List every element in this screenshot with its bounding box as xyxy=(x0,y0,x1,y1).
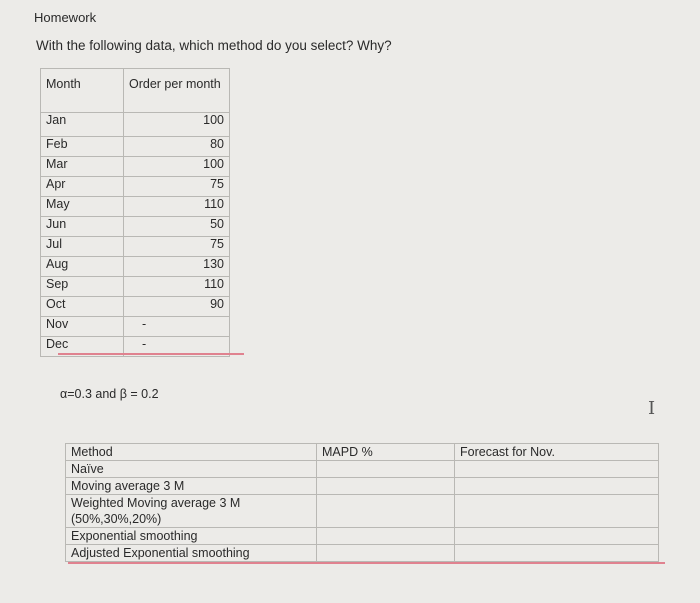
forecast-cell[interactable] xyxy=(455,545,659,562)
method-weights: (50%,30%,20%) xyxy=(71,512,162,526)
method-name: Adjusted Exponential smoothing xyxy=(66,545,317,562)
mapd-cell[interactable] xyxy=(317,545,455,562)
month-cell: May xyxy=(41,197,124,217)
table-row xyxy=(41,157,230,177)
orders-cell: 80 xyxy=(124,137,230,157)
orders-cell: - xyxy=(124,337,230,357)
orders-cell: 75 xyxy=(124,237,230,257)
homework-title: Homework xyxy=(34,10,97,25)
forecast-cell[interactable] xyxy=(455,528,659,545)
table-row xyxy=(66,545,659,562)
month-cell: Jul xyxy=(41,237,124,257)
table-row xyxy=(41,277,230,297)
underline-decoration xyxy=(68,562,665,564)
orders-cell: 110 xyxy=(124,277,230,297)
table-header-row xyxy=(41,69,230,113)
table-row xyxy=(41,137,230,157)
forecast-cell[interactable] xyxy=(455,461,659,478)
month-cell: Jun xyxy=(41,217,124,237)
table-row xyxy=(41,177,230,197)
table-row xyxy=(41,113,230,137)
header-orders: Order per month xyxy=(124,69,230,113)
method-name-line: Weighted Moving average 3 M xyxy=(71,496,241,510)
table-row xyxy=(66,478,659,495)
orders-cell: - xyxy=(124,317,230,337)
question-text: With the following data, which method do you select? Why? xyxy=(36,38,392,53)
mapd-cell[interactable] xyxy=(317,528,455,545)
smoothing-parameters: α=0.3 and β = 0.2 xyxy=(60,387,159,401)
table-row xyxy=(41,237,230,257)
mapd-cell[interactable] xyxy=(317,495,455,528)
month-cell: Nov xyxy=(41,317,124,337)
month-cell: Aug xyxy=(41,257,124,277)
forecast-cell[interactable] xyxy=(455,478,659,495)
method-name xyxy=(66,495,317,528)
table-row xyxy=(41,297,230,317)
month-cell: Jan xyxy=(41,113,124,137)
month-cell: Apr xyxy=(41,177,124,197)
orders-cell: 100 xyxy=(124,113,230,137)
method-name: Exponential smoothing xyxy=(66,528,317,545)
month-cell: Oct xyxy=(41,297,124,317)
table-row xyxy=(66,495,659,528)
table-header-row xyxy=(66,444,659,461)
forecast-cell[interactable] xyxy=(455,495,659,528)
month-cell: Mar xyxy=(41,157,124,177)
orders-cell: 130 xyxy=(124,257,230,277)
text-cursor-icon: I xyxy=(648,398,656,419)
monthly-orders-table xyxy=(40,68,230,357)
table-row xyxy=(41,217,230,237)
method-comparison-table xyxy=(65,443,659,562)
orders-cell: 50 xyxy=(124,217,230,237)
header-mapd: MAPD % xyxy=(317,444,455,461)
header-month: Month xyxy=(41,69,124,113)
orders-cell: 90 xyxy=(124,297,230,317)
table-row xyxy=(41,197,230,217)
header-method: Method xyxy=(66,444,317,461)
orders-cell: 75 xyxy=(124,177,230,197)
month-cell: Sep xyxy=(41,277,124,297)
month-cell: Feb xyxy=(41,137,124,157)
month-cell: Dec xyxy=(41,337,124,357)
method-name: Moving average 3 M xyxy=(66,478,317,495)
mapd-cell[interactable] xyxy=(317,461,455,478)
orders-cell: 110 xyxy=(124,197,230,217)
table-row xyxy=(41,257,230,277)
header-forecast: Forecast for Nov. xyxy=(455,444,659,461)
table-row xyxy=(41,317,230,337)
table-row xyxy=(66,461,659,478)
underline-decoration xyxy=(58,353,244,355)
orders-cell: 100 xyxy=(124,157,230,177)
mapd-cell[interactable] xyxy=(317,478,455,495)
method-name: Naïve xyxy=(66,461,317,478)
table-row xyxy=(66,528,659,545)
